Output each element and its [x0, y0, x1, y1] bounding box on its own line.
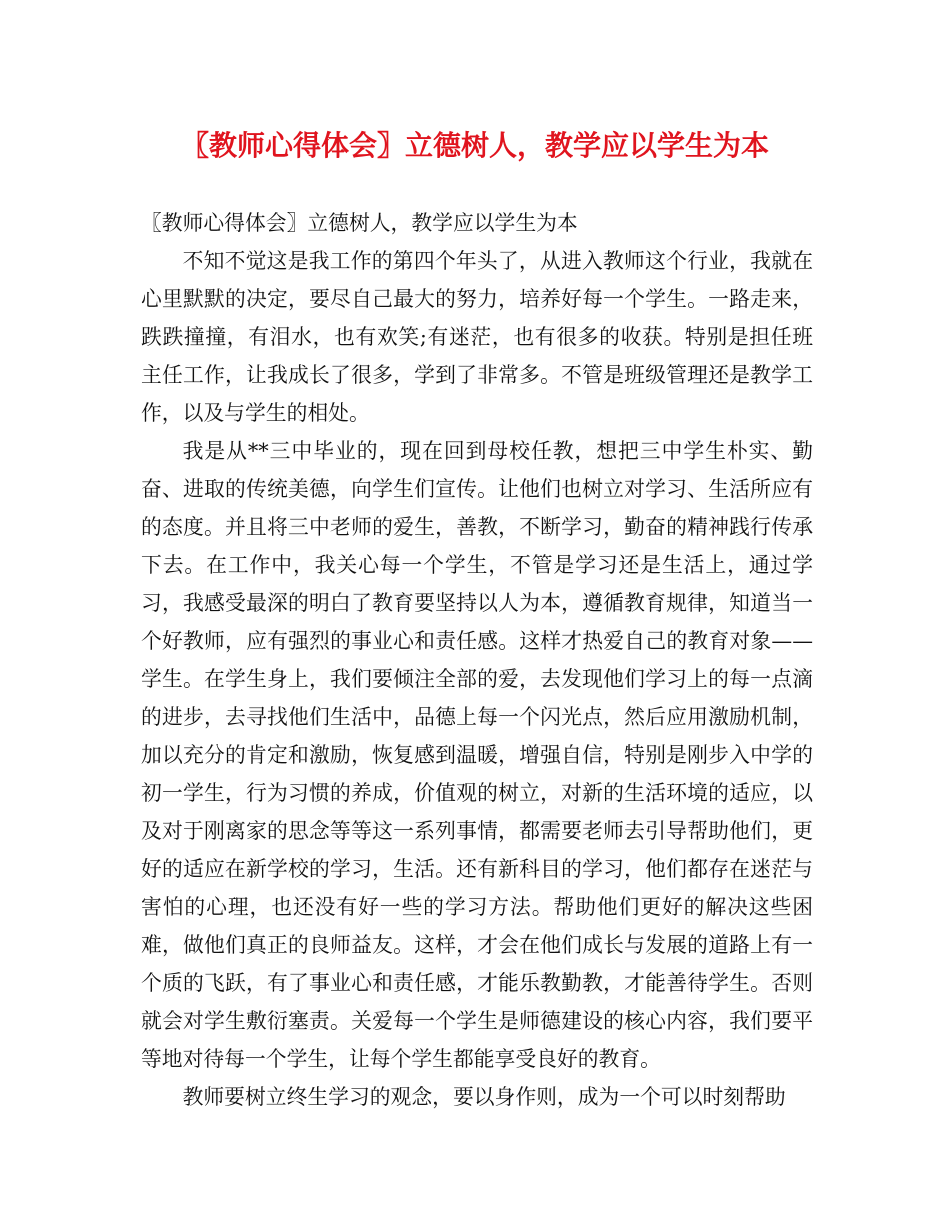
- paragraph-2: 我是从**三中毕业的，现在回到母校任教，想把三中学生朴实、勤奋、进取的传统美德，向学生们宣传。让他们也树立对学习、生活所应有的态度。并且将三中老师的爱生，善教，不断学习，勤奋的精神践行传承下去。在工作中，我关心每一个学生，不管是学习还是生活上，通过学习，我感受最深的明白了教育要坚持以人为本，遵循教育规律，知道当一个好教师，应有强烈的事业心和责任感。这样才热爱自己的教育对象——学生。在学生身上，我们要倾注全部的爱，去发现他们学习上的每一点滴的进步，去寻找他们生活中，品德上每一个闪光点，然后应用激励机制，加以充分的肯定和激励，恢复感到温暖，增强自信，特别是刚步入中学的初一学生，行为习惯的养成，价值观的树立，对新的生活环境的适应，以及对于刚离家的思念等等这一系列事情，都需要老师去引导帮助他们，更好的适应在新学校的学习，生活。还有新科目的学习，他们都存在迷茫与害怕的心理，也还没有好一些的学习方法。帮助他们更好的解决这些困难，做他们真正的良师益友。这样，才会在他们成长与发展的道路上有一个质的飞跃，有了事业心和责任感，才能乐教勤教，才能善待学生。否则就会对学生敷衍塞责。关爱每一个学生是师德建设的核心内容，我们要平等地对待每一个学生，让每个学生都能享受良好的教育。: [141, 439, 813, 1071]
- paragraph-1: 不知不觉这是我工作的第四个年头了，从进入教师这个行业，我就在心里默默的决定，要尽自己最大的努力，培养好每一个学生。一路走来，跌跌撞撞，有泪水，也有欢笑;有迷茫，也有很多的收获。特别是担任班主任工作，让我成长了很多，学到了非常多。不管是班级管理还是教学工作，以及与学生的相处。: [141, 249, 813, 425]
- subtitle-line: 〖教师心得体会〗立德树人，教学应以学生为本: [141, 211, 578, 235]
- document-body: [141, 204, 813, 1116]
- paragraph-3: 教师要树立终生学习的观念，要以身作则，成为一个可以时刻帮助: [182, 1085, 786, 1109]
- document-title: 〖教师心得体会〗立德树人，教学应以学生为本: [180, 129, 769, 162]
